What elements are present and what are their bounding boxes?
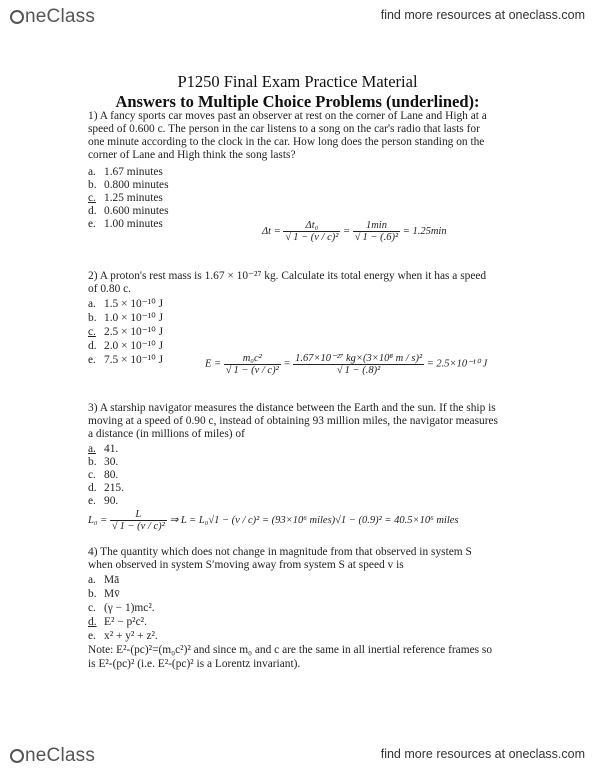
q2-option-e: e. 7.5 × 10⁻¹⁰ J [88, 354, 164, 366]
oneclass-logo[interactable]: neClass [10, 6, 95, 28]
q2-line-2: of 0.80 c. [88, 283, 132, 295]
q4-option-e: e. x² + y² + z². [88, 630, 158, 642]
q3-line-2: moving at a speed of 0.90 c, instead of obtaining 93 million miles, the navigator measures [88, 415, 498, 427]
q1-option-a: a. 1.67 minutes [88, 166, 163, 178]
q1-equation: Δt = $\frac{\text{Δt₀}}{\text{√ 1 − (v / c)²}}$ = $\frac{1\min}{\text{√ 1 − (.6)²}}$ = 1.25min [262, 220, 447, 243]
q1-line-1: 1) A fancy sports car moves past an observer at rest on the corner of Lane and High at a [88, 110, 487, 122]
q4-option-b: b. Mv̄ [88, 588, 120, 600]
q4-line-1: 4) The quantity which does not change in magnitude from that observed in system S [88, 546, 472, 558]
q2-option-a: a. 1.5 × 10⁻¹⁰ J [88, 298, 164, 310]
page-title: P1250 Final Exam Practice Material [177, 72, 418, 91]
footer-bar [0, 736, 595, 770]
q3-option-e: e. 90. [88, 495, 119, 507]
q1-line-2: speed of 0.600 c. The person in the car listens to a song on the car's radio that lasts for [88, 123, 480, 135]
q1-option-e: e. 1.00 minutes [88, 218, 163, 230]
q1-line-3: one minute according to the clock in the car. How long does the person standing on the [88, 136, 485, 148]
q3-option-c: c. 80. [88, 469, 119, 481]
q3-option-d: d. 215. [88, 482, 124, 494]
q1-line-4: corner of Lane and High think the song lasts? [88, 149, 296, 161]
q4-option-d-correct: d. E² − p²c². [88, 616, 147, 628]
page-subtitle: Answers to Multiple Choice Problems (underlined): [115, 92, 480, 111]
q4-option-c: c. (γ − 1)mc². [88, 602, 155, 614]
logo-o-icon [10, 10, 24, 24]
oneclass-footer-logo[interactable]: neClass [10, 745, 95, 767]
q2-option-c-correct: c. 2.5 × 10⁻¹⁰ J [88, 326, 164, 338]
q3-option-b: b. 30. [88, 456, 119, 468]
q2-line-1: 2) A proton's rest mass is 1.67 × 10⁻²⁷ kg. Calculate its total energy when it has a speed [88, 270, 487, 282]
q4-line-2: when observed in system S′moving away from system S at speed v is [88, 559, 404, 571]
q4-note-line-1: Note: E²-(pc)²=(m₀c²)² and since m₀ and c are the same in all inertial reference frames so [88, 644, 493, 656]
q3-line-3: a distance (in millions of miles) of [88, 428, 245, 440]
q3-option-a-correct: a. 41. [88, 443, 119, 455]
q2-equation: E = $\frac{\text{m₀c²}}{\text{√ 1 − (v / c)²}}$ = $\frac{\text{1.67×10⁻²⁷ kg×(3×10⁸ m / s)²}}{\text{√ 1 − (.8)²}}$ = 2.5×10⁻¹⁰ J [205, 352, 488, 376]
header-bar [0, 0, 595, 34]
find-resources-footer-link[interactable]: find more resources at oneclass.com [380, 747, 585, 761]
find-resources-link[interactable]: find more resources at oneclass.com [380, 8, 585, 22]
q4-option-a: a. Mā [88, 574, 120, 586]
q2-option-b: b. 1.0 × 10⁻¹⁰ J [88, 312, 164, 324]
q2-option-d: d. 2.0 × 10⁻¹⁰ J [88, 340, 164, 352]
q1-option-c-correct: c. 1.25 minutes [88, 192, 163, 204]
q3-equation: L₀ = $\frac{L}{\text{√ 1 − (v / c)²}}$ ⇒ L = L₀√1 − (v / c)² = (93×10⁶ miles)√1 − (0.9)² = 40.5×10⁶ miles [88, 509, 459, 532]
q1-option-d: d. 0.600 minutes [88, 205, 169, 217]
q4-note-line-2: is E²-(pc)² (i.e. E²-(pc)² is a Lorentz invariant). [88, 658, 301, 670]
q1-option-b: b. 0.800 minutes [88, 179, 169, 191]
logo-o-icon [10, 749, 24, 763]
q3-line-1: 3) A starship navigator measures the distance between the Earth and the sun. If the ship is [88, 402, 496, 414]
